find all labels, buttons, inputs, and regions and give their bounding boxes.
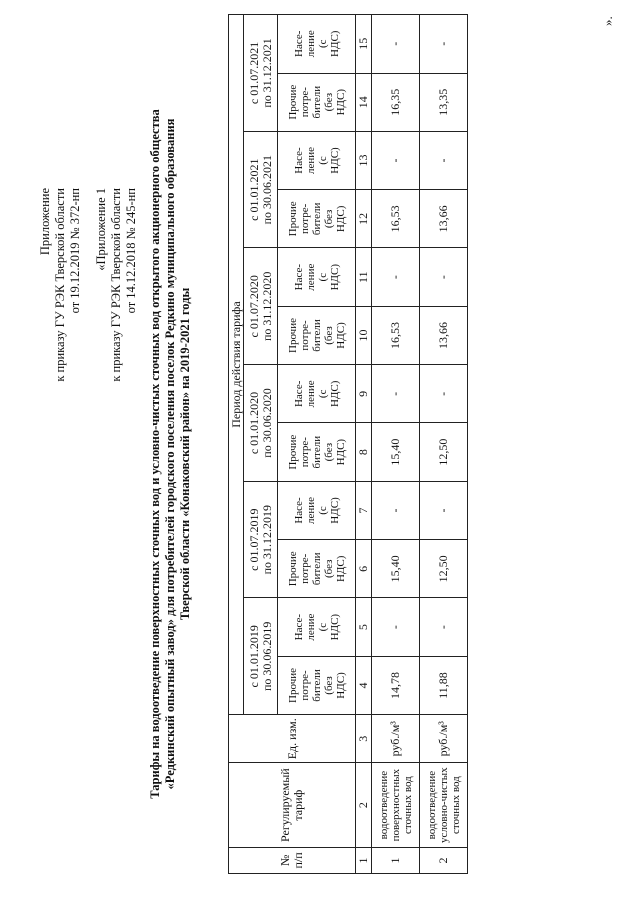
cell-line: с 01.01.2021 xyxy=(246,158,261,221)
tariff-value: 16,53 xyxy=(372,190,420,248)
population-header xyxy=(278,248,356,306)
column-number: 11 xyxy=(356,248,372,306)
cell-line: (с xyxy=(316,622,329,632)
tariff-value: 15,40 xyxy=(372,423,420,481)
column-number: 4 xyxy=(356,656,372,714)
population-header xyxy=(278,365,356,423)
cell-line: бители xyxy=(310,202,323,236)
tariff-value: 12,50 xyxy=(420,423,468,481)
tariff-value: 15,40 xyxy=(372,540,420,598)
approval-line: к приказу ГУ РЭК Тверской области xyxy=(53,188,67,382)
tariff-value: - xyxy=(420,481,468,539)
cell-line: бители xyxy=(310,319,323,352)
cell-line: водоотведение xyxy=(425,770,438,840)
cell-line: условно-чистых xyxy=(437,767,450,843)
cell-line: бители xyxy=(310,435,323,469)
cell-line: НДС) xyxy=(328,380,341,408)
column-number: 2 xyxy=(356,763,372,847)
approval-line: от 14.12.2018 № 245-нп xyxy=(124,188,138,314)
cell-line: бители xyxy=(310,552,323,586)
tariff-value: 13,66 xyxy=(420,190,468,248)
cell-line: потре- xyxy=(298,320,311,351)
column-number: 10 xyxy=(356,306,372,364)
column-number: 9 xyxy=(356,365,372,423)
title-line: Тарифы на водоотведение поверхностных сточных вод и условно-чистых сточных вод открытого акционерного общества xyxy=(148,109,162,799)
col-no-header: № п/п xyxy=(229,847,356,873)
cell-line: потре- xyxy=(298,203,311,234)
cell-line: с 01.01.2019 xyxy=(246,625,261,688)
cell-line: сточных вод xyxy=(449,776,462,834)
table-row xyxy=(420,15,468,874)
cell-line: потре- xyxy=(298,437,311,468)
cell-line: по 30.06.2019 xyxy=(259,621,274,692)
column-number: 12 xyxy=(356,190,372,248)
cell-line: НДС) xyxy=(334,322,347,349)
cell-line: НДС) xyxy=(334,205,347,233)
cell-line: НДС) xyxy=(334,88,347,116)
cell-line: (с xyxy=(316,39,329,49)
cell-line: (без xyxy=(322,442,335,462)
cell-line: НДС) xyxy=(328,497,341,524)
tariff-value: - xyxy=(372,481,420,539)
previous-appendix-note xyxy=(94,188,139,382)
cell-line: НДС) xyxy=(334,672,347,699)
cell-line: (с xyxy=(316,272,329,282)
cell-line: ление xyxy=(304,30,317,58)
period-range-header xyxy=(244,131,278,248)
cell-line: НДС) xyxy=(328,30,341,57)
cell-line: Насе- xyxy=(292,147,305,174)
tariff-value: - xyxy=(420,598,468,656)
cell-line: с 01.07.2021 xyxy=(246,41,261,105)
cell-line: по 30.06.2021 xyxy=(259,154,274,225)
tariff-value: - xyxy=(420,248,468,306)
document-title xyxy=(148,104,193,804)
unit-cell: руб./м³ xyxy=(372,715,420,763)
cell-line: НДС) xyxy=(328,147,341,174)
closing-quote: ». xyxy=(600,16,615,26)
cell-line: с 01.07.2020 xyxy=(246,275,261,338)
cell-line: (с xyxy=(316,506,329,515)
col-unit-header: Ед. изм. xyxy=(229,715,356,763)
cell-line: ление xyxy=(304,496,317,524)
approval-line: от 19.12.2019 № 372-нп xyxy=(68,188,82,314)
column-number: 14 xyxy=(356,73,372,131)
cell-line: Насе- xyxy=(292,497,305,524)
cell-line: с 01.07.2019 xyxy=(246,508,261,571)
tariff-value: - xyxy=(420,131,468,189)
column-number: 3 xyxy=(356,715,372,763)
tariff-value: 14,78 xyxy=(372,656,420,714)
approval-line: «Приложение 1 xyxy=(94,188,108,271)
tariff-value: 16,53 xyxy=(372,306,420,364)
other-consumers-header xyxy=(278,540,356,598)
cell-line: Насе- xyxy=(292,380,305,408)
cell-line: (без xyxy=(322,209,335,229)
approval-note xyxy=(38,188,83,382)
cell-line: сточных вод xyxy=(401,776,414,834)
tariff-value: - xyxy=(372,131,420,189)
cell-line: поверхностных xyxy=(389,768,402,842)
cell-line: бители xyxy=(310,85,323,119)
cell-line: по 30.06.2020 xyxy=(259,388,274,458)
population-header xyxy=(278,481,356,539)
cell-line: Прочие xyxy=(286,84,299,120)
cell-line: по 31.12.2020 xyxy=(259,271,274,342)
cell-line: НДС) xyxy=(334,438,347,466)
tariff-value: - xyxy=(372,248,420,306)
other-consumers-header xyxy=(278,306,356,364)
other-consumers-header xyxy=(278,423,356,481)
tariff-value: - xyxy=(420,365,468,423)
column-number: 15 xyxy=(356,15,372,74)
cell-line: (без xyxy=(322,92,335,112)
cell-line: Прочие xyxy=(286,318,299,353)
cell-line: (без xyxy=(322,559,335,579)
other-consumers-header xyxy=(278,656,356,714)
cell-line: (с xyxy=(316,389,329,399)
cell-line: по 31.12.2019 xyxy=(259,504,274,575)
cell-line: (без xyxy=(322,676,335,695)
period-range-header xyxy=(244,598,278,715)
cell-line: Прочие xyxy=(286,551,299,587)
cell-line: Насе- xyxy=(292,613,305,641)
cell-line: (без xyxy=(322,326,335,345)
cell-line: Прочие xyxy=(286,667,299,703)
title-line: «Редкинский опытный завод» для потребителей городского поселения поселок Редкино муниципального образования xyxy=(163,118,177,790)
approval-line: к приказу ГУ РЭК Тверской области xyxy=(109,188,123,382)
cell-line: (с xyxy=(316,156,329,165)
tariff-value: 13,35 xyxy=(420,73,468,131)
column-number: 6 xyxy=(356,540,372,598)
column-number: 8 xyxy=(356,423,372,481)
tariff-value: 12,50 xyxy=(420,540,468,598)
cell-line: потре- xyxy=(298,87,311,118)
table-row xyxy=(372,15,420,874)
cell-line: Насе- xyxy=(292,30,305,57)
cell-line: НДС) xyxy=(334,555,347,583)
row-number: 1 xyxy=(372,847,420,873)
tariff-name xyxy=(420,763,468,847)
tariff-value: - xyxy=(372,365,420,423)
period-range-header xyxy=(244,248,278,365)
col-tariff-header: Регулируемый тариф xyxy=(229,763,356,847)
cell-line: по 31.12.2021 xyxy=(259,38,274,108)
cell-line: потре- xyxy=(298,670,311,701)
title-line: Тверской области «Конаковский район» на 2019-2021 годы xyxy=(178,287,192,621)
cell-line: ление xyxy=(304,147,317,175)
cell-line: водоотведение xyxy=(377,770,390,840)
cell-line: НДС) xyxy=(328,613,341,641)
other-consumers-header xyxy=(278,190,356,248)
cell-line: ление xyxy=(304,380,317,408)
tariff-value: - xyxy=(372,15,420,74)
column-number: 5 xyxy=(356,598,372,656)
column-number: 13 xyxy=(356,131,372,189)
tariff-value: 11,88 xyxy=(420,656,468,714)
period-range-header xyxy=(244,15,278,132)
population-header xyxy=(278,131,356,189)
cell-line: ление xyxy=(304,613,317,641)
period-range-header xyxy=(244,481,278,598)
tariff-value: - xyxy=(372,598,420,656)
tariff-table xyxy=(228,14,468,874)
cell-line: Прочие xyxy=(286,434,299,470)
approval-line: Приложение xyxy=(38,188,52,256)
cell-line: с 01.01.2020 xyxy=(246,391,261,455)
cell-line: ление xyxy=(304,263,317,291)
tariff-value: 13,66 xyxy=(420,306,468,364)
cell-line: НДС) xyxy=(328,263,341,291)
cell-line: Прочие xyxy=(286,201,299,237)
tariff-value: 16,35 xyxy=(372,73,420,131)
row-number: 2 xyxy=(420,847,468,873)
tariff-name xyxy=(372,763,420,847)
other-consumers-header xyxy=(278,73,356,131)
population-header xyxy=(278,15,356,74)
period-range-header xyxy=(244,365,278,482)
cell-line: бители xyxy=(310,669,323,702)
cell-line: потре- xyxy=(298,553,311,584)
period-header: Период действия тарифа xyxy=(229,15,244,715)
column-number: 7 xyxy=(356,481,372,539)
tariff-value: - xyxy=(420,15,468,74)
population-header xyxy=(278,598,356,656)
column-number: 1 xyxy=(356,847,372,873)
unit-cell: руб./м³ xyxy=(420,715,468,763)
cell-line: Насе- xyxy=(292,263,305,291)
